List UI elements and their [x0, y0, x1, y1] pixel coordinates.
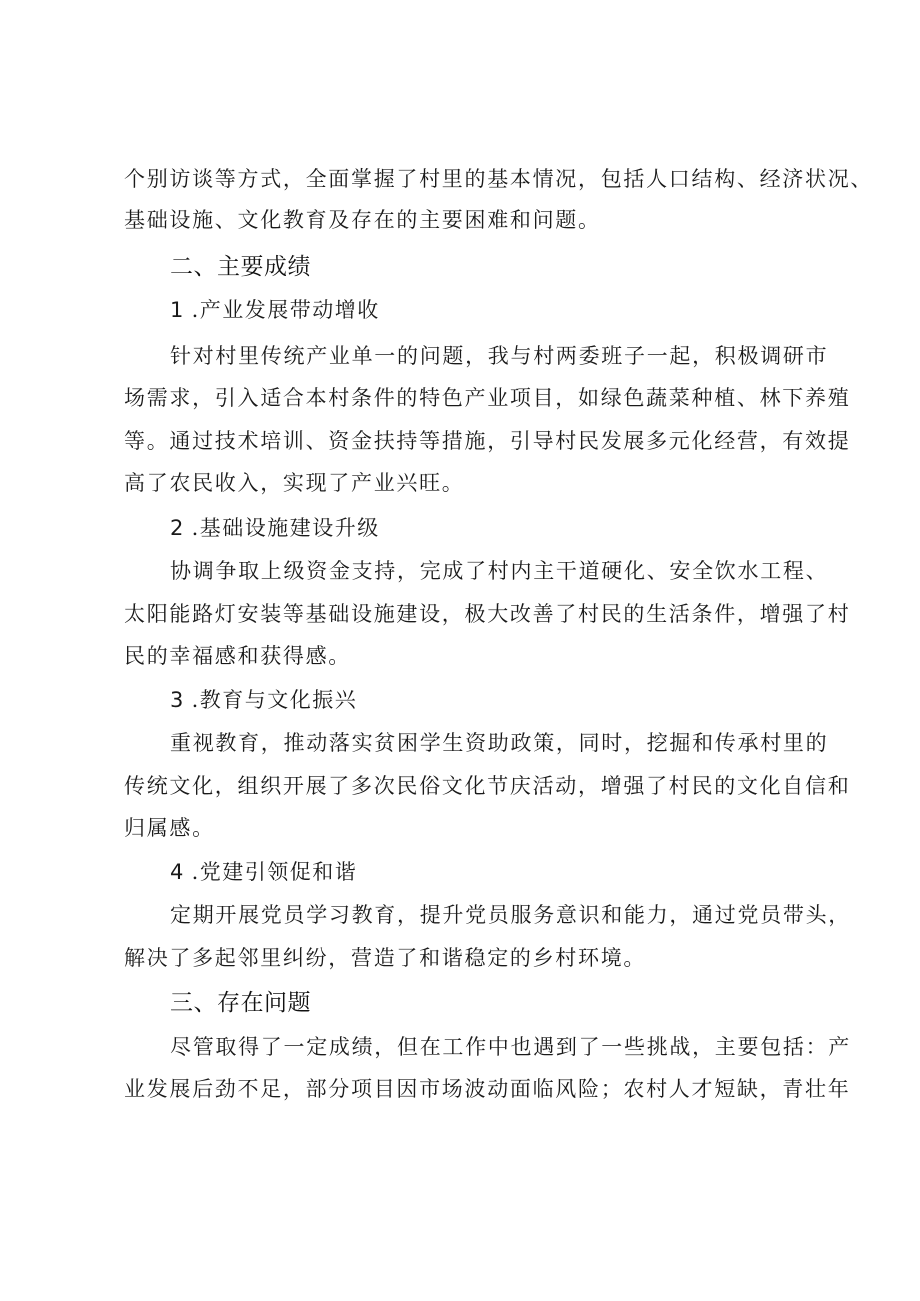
paragraph-line: 等。通过技术培训、资金扶持等措施，引导村民发展多元化经营，有效提: [124, 429, 851, 453]
intro-line-2: 基础设施、文化教育及存在的主要困难和问题。: [124, 208, 601, 232]
item-heading-1: [170, 297, 380, 323]
item-heading-3: [170, 687, 357, 713]
item-title: .产业发展带动增收: [191, 298, 380, 322]
paragraph-line: 业发展后劲不足，部分项目因市场波动面临风险；农村人才短缺，青壮年: [124, 1077, 851, 1101]
item-heading-4: [170, 859, 357, 885]
item-title: .基础设施建设升级: [191, 516, 380, 540]
paragraph-line: 场需求，引入适合本村条件的特色产业项目，如绿色蔬菜种植、林下养殖: [124, 386, 851, 410]
paragraph-line: 尽管取得了一定成绩，但在工作中也遇到了一些挑战，主要包括：产: [170, 1035, 851, 1059]
item-number: 1: [170, 298, 184, 322]
item-number: 3: [170, 688, 184, 712]
paragraph-line: 太阳能路灯安装等基础设施建设，极大改善了村民的生活条件，增强了村: [124, 602, 851, 626]
intro-line-1: 个别访谈等方式，全面掌握了村里的基本情况，包括人口结构、经济状况、: [124, 167, 874, 191]
paragraph-line: 传统文化，组织开展了多次民俗文化节庆活动，增强了村民的文化自信和: [124, 774, 851, 798]
paragraph-line: 解决了多起邻里纠纷，营造了和谐稳定的乡村环境。: [124, 946, 647, 970]
section-heading-problems: 三、存在问题: [170, 990, 311, 1016]
paragraph-line: 归属感。: [124, 816, 215, 840]
paragraph-line: 针对村里传统产业单一的问题，我与村两委班子一起，积极调研市: [170, 344, 829, 368]
item-title: .党建引领促和谐: [191, 860, 358, 884]
paragraph-line: 民的幸福感和获得感。: [124, 644, 351, 668]
item-title: .教育与文化振兴: [191, 688, 358, 712]
paragraph-line: 高了农民收入，实现了产业兴旺。: [124, 471, 465, 495]
paragraph-line: 重视教育，推动落实贫困学生资助政策，同时，挖掘和传承村里的: [170, 731, 829, 755]
paragraph-line: 定期开展党员学习教育，提升党员服务意识和能力，通过党员带头，: [170, 903, 851, 927]
section-heading-achievements: 二、主要成绩: [170, 254, 311, 280]
item-heading-2: [170, 515, 380, 541]
paragraph-line: 协调争取上级资金支持，完成了村内主干道硬化、安全饮水工程、: [170, 559, 829, 583]
item-number: 2: [170, 516, 184, 540]
item-number: 4: [170, 860, 184, 884]
